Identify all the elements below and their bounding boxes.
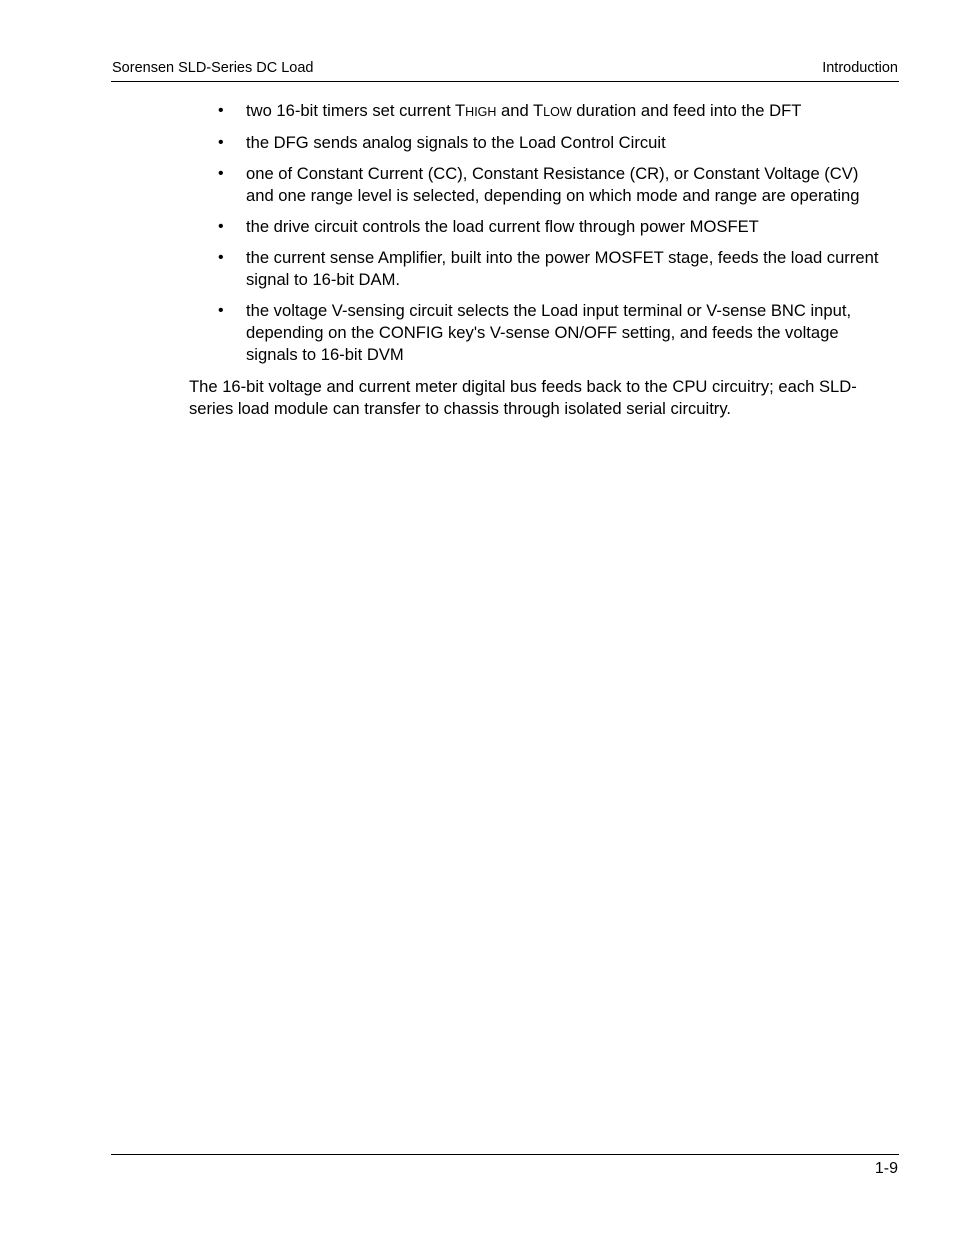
bullet-item <box>189 216 889 238</box>
page-header <box>111 59 899 82</box>
header-title: Sorensen SLD-Series DC Load <box>112 60 314 76</box>
bullet-icon: • <box>218 218 224 235</box>
bullet-text: the current sense Amplifier, built into the power MOSFET stage, feeds the load current signal to 16-bit DAM. <box>246 248 879 289</box>
bullet-text: one of Constant Current (CC), Constant Resistance (CR), or Constant Voltage (CV) and one range level is selected, depending on which mode and range are operating <box>246 164 860 205</box>
page-number: 1-9 <box>874 1160 898 1177</box>
bullet-item <box>189 132 889 154</box>
bullet-item <box>189 300 889 366</box>
body-paragraph: The 16-bit voltage and current meter digital bus feeds back to the CPU circuitry; each SLD-series load module can transfer to chassis through isolated serial circuitry. <box>189 377 857 418</box>
bullet-list <box>189 100 889 366</box>
bullet-icon: • <box>218 134 224 151</box>
bullet-icon: • <box>218 249 224 266</box>
bullet-text: the DFG sends analog signals to the Load Control Circuit <box>246 133 666 152</box>
page-content <box>189 100 889 437</box>
bullet-text: the drive circuit controls the load current flow through power MOSFET <box>246 217 759 236</box>
header-section: Introduction <box>822 60 898 76</box>
bullet-item <box>189 100 889 123</box>
bullet-icon: • <box>218 102 224 119</box>
bullet-item <box>189 247 889 291</box>
page-footer <box>111 1154 899 1177</box>
bullet-text: the voltage V-sensing circuit selects the Load input terminal or V-sense BNC input, depending on the CONFIG key's V-sense ON/OFF setting, and feeds the voltage signals to 16-bit DVM <box>246 301 852 364</box>
bullet-text: two 16-bit timers set current THIGH and TLOW duration and feed into the DFT <box>246 101 802 120</box>
bullet-item <box>189 163 889 207</box>
bullet-icon: • <box>218 302 224 319</box>
bullet-icon: • <box>218 165 224 182</box>
